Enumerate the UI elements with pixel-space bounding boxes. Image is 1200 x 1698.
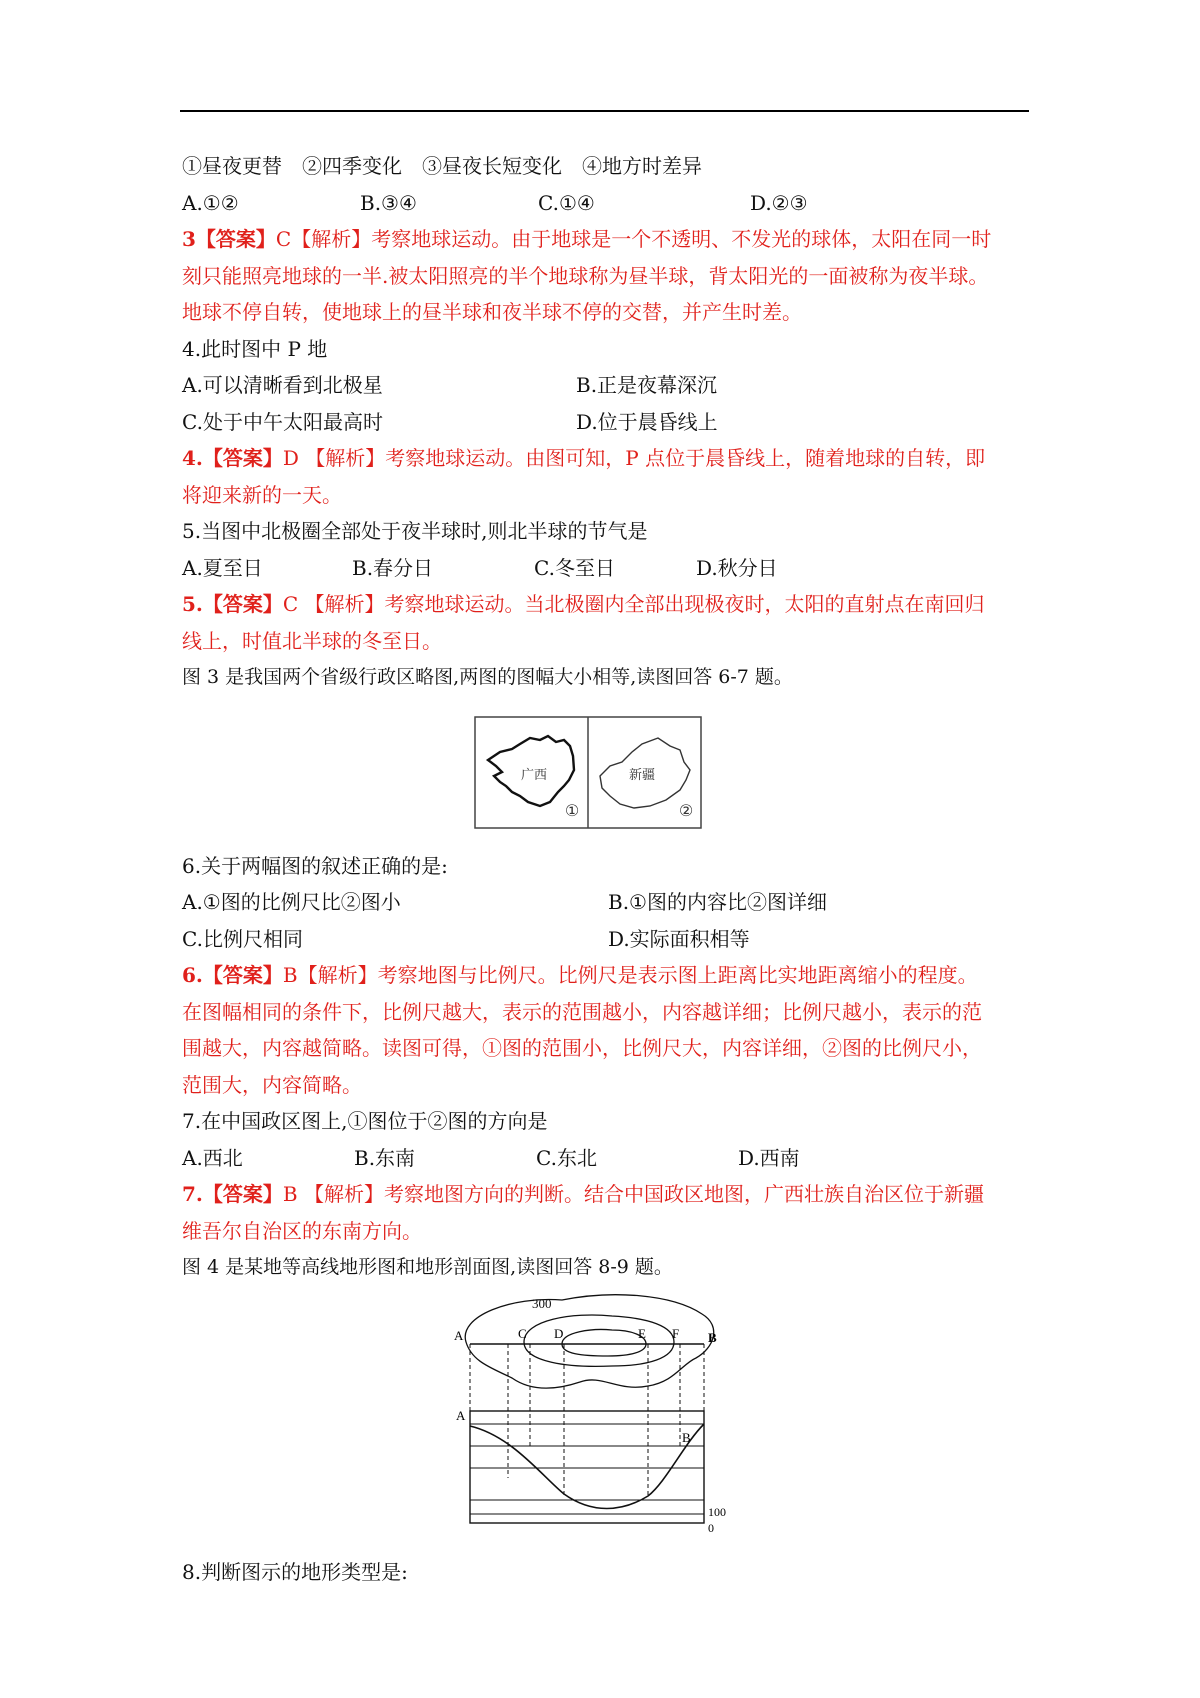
q4-choices-row2 — [182, 404, 1032, 441]
profile-gridlines — [470, 1424, 704, 1514]
choice-a: A.夏至日 — [182, 555, 263, 580]
answer-5 — [182, 586, 1032, 659]
q4-stem: 4.此时图中 P 地 — [182, 336, 328, 361]
answer-text: 刻只能照亮地球的一半.被太阳照亮的半个地球称为昼半球，背太阳光的一面被称为夜半球。 — [182, 263, 989, 288]
choice-c: C.处于中午太阳最高时 — [182, 409, 383, 434]
point-d: D — [554, 1325, 564, 1341]
choice-c: C.①④ — [538, 190, 595, 215]
q6-choices-row1 — [182, 884, 1032, 921]
contour-profile-svg — [452, 1286, 752, 1536]
answer-3 — [182, 221, 1032, 331]
q7-stem: 7.在中国政区图上,①图位于②图的方向是 — [182, 1109, 548, 1133]
answer-text: 范围大，内容简略。 — [182, 1072, 362, 1097]
profile-b: B — [682, 1429, 691, 1445]
point-e: E — [638, 1325, 646, 1341]
xinjiang-label: 新疆 — [628, 767, 656, 783]
contour-300 — [465, 1294, 714, 1388]
q7-choices — [182, 1140, 1032, 1177]
choice-b: B.①图的内容比②图详细 — [608, 890, 827, 914]
contour-label: 300 — [532, 1295, 552, 1311]
guangxi-label: 广西 — [520, 767, 548, 783]
header-rule — [180, 110, 1029, 112]
q8-stem: 8.判断图示的地形类型是: — [182, 1559, 408, 1584]
answer-text: D 【解析】考察地球运动。由图可知，P 点位于晨昏线上，随着地球的自转，即 — [282, 446, 986, 470]
profile-curve — [470, 1424, 704, 1509]
answer-text: C 【解析】考察地球运动。当北极圈内全部出现极夜时，太阳的直射点在南回归 — [282, 592, 985, 616]
answer-tag: 4.【答案】 — [182, 446, 283, 470]
profile-a: A — [456, 1407, 466, 1423]
q2-options-line: ①昼夜更替 ②四季变化 ③昼夜长短变化 ④地方时差异 — [182, 154, 702, 178]
choice-d: D.位于晨昏线上 — [576, 409, 718, 434]
q6-stem: 6.关于两幅图的叙述正确的是: — [182, 853, 448, 878]
point-f: F — [672, 1325, 680, 1341]
answer-text: 地球不停自转，使地球上的昼半球和夜半球不停的交替，并产生时差。 — [182, 300, 802, 324]
choice-a: A.西北 — [182, 1145, 243, 1170]
map-number-2: ② — [678, 800, 694, 820]
point-c: C — [518, 1325, 527, 1341]
q2-choices — [182, 185, 1032, 222]
answer-text: 将迎来新的一天。 — [182, 482, 342, 507]
figure-3 — [182, 696, 1032, 848]
answer-7 — [182, 1176, 1032, 1249]
answer-4 — [182, 440, 1032, 513]
choice-a: A.可以清晰看到北极星 — [182, 373, 383, 397]
choice-d: D.西南 — [738, 1145, 800, 1170]
choice-b: B.春分日 — [352, 555, 434, 580]
answer-text: 围越大，内容越简略。读图可得，①图的范围小，比例尺大，内容详细，②图的比例尺小， — [182, 1036, 982, 1060]
choice-b: B.③④ — [360, 190, 417, 215]
intro-figure-4: 图 4 是某地等高线地形图和地形剖面图,读图回答 8-9 题。 — [182, 1256, 673, 1278]
contour-inner — [562, 1329, 646, 1355]
point-b: B — [708, 1329, 717, 1345]
choice-b: B.东南 — [354, 1145, 416, 1170]
answer-text: 在图幅相同的条件下，比例尺越大，表示的范围越小，内容越详细；比例尺越小，表示的范 — [182, 999, 982, 1024]
answer-text: B 【解析】考察地图方向的判断。结合中国政区地图，广西壮族自治区位于新疆 — [282, 1182, 984, 1206]
choice-c: C.冬至日 — [534, 555, 615, 580]
choice-a: A.①图的比例尺比②图小 — [182, 890, 401, 914]
answer-tag: 3【答案】 — [182, 227, 276, 251]
answer-tag: 6.【答案】 — [182, 963, 283, 987]
province-maps-svg — [474, 716, 702, 829]
answer-tag: 5.【答案】 — [182, 592, 283, 616]
contour-mid — [524, 1315, 674, 1366]
answer-text: 线上，时值北半球的冬至日。 — [182, 628, 442, 653]
choice-d: D.秋分日 — [696, 555, 778, 580]
point-a: A — [454, 1327, 464, 1343]
q5-stem: 5.当图中北极圈全部处于夜半球时,则北半球的节气是 — [182, 519, 648, 543]
q5-choices — [182, 550, 1032, 587]
choice-c: C.比例尺相同 — [182, 926, 303, 951]
axis-100: 100 — [708, 1504, 726, 1519]
q4-choices-row1 — [182, 367, 1032, 404]
answer-6 — [182, 957, 1032, 1103]
choice-b: B.正是夜幕深沉 — [576, 373, 718, 397]
intro-figure-3: 图 3 是我国两个省级行政区略图,两图的图幅大小相等,读图回答 6-7 题。 — [182, 666, 793, 688]
answer-text: B【解析】考察地图与比例尺。比例尺是表示图上距离比实地距离缩小的程度。 — [282, 963, 978, 987]
map-number-1: ① — [564, 800, 580, 820]
answer-text: 维吾尔自治区的东南方向。 — [182, 1218, 422, 1243]
choice-a: A.①② — [182, 190, 239, 215]
choice-d: D.实际面积相等 — [608, 926, 750, 951]
choice-d: D.②③ — [750, 190, 808, 215]
figure-4 — [182, 1286, 1032, 1554]
axis-0: 0 — [708, 1520, 714, 1535]
q6-choices-row2 — [182, 921, 1032, 958]
answer-text: C【解析】考察地球运动。由于地球是一个不透明、不发光的球体，太阳在同一时 — [275, 227, 992, 251]
answer-tag: 7.【答案】 — [182, 1182, 283, 1206]
document-body — [182, 148, 1032, 1590]
choice-c: C.东北 — [536, 1145, 597, 1170]
